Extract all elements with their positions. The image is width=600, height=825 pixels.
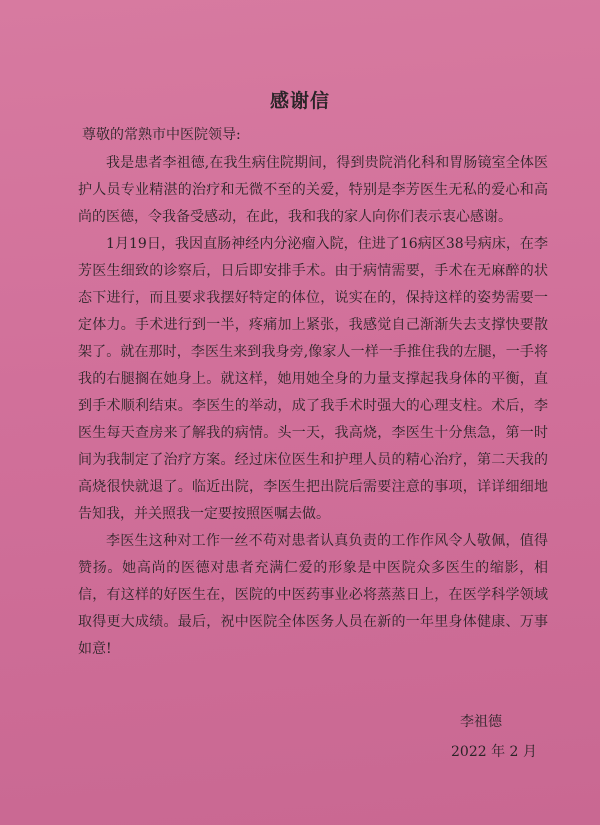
letter-paragraph: 李医生这种对工作一丝不苟对患者认真负责的工作作风令人敬佩，值得赞扬。她高尚的医德对患者充满仁爱的形象是中医院众多医生的缩影，相信，有这样的好医生在，医院的中医药事业必将蒸蒸日上，在医学科学领域取得更大成绩。最后，祝中医院全体医务人员在新的一年里身体健康、万事如意!	[78, 533, 548, 657]
letter-date: 2022 年 2 月	[451, 744, 537, 760]
letter-title: 感谢信	[269, 90, 330, 112]
letter-salutation: 尊敬的常熟市中医院领导:	[82, 127, 241, 143]
letter-paragraph: 1月19日，我因直肠神经内分泌瘤入院，住进了16病区38号病床，在李芳医生细致的诊察后，日后即安排手术。由于病情需要，手术在无麻醉的状态下进行，而且要求我摆好特定的体位，说实在的，保持这样的姿势需要一定体力。手术进行到一半，疼痛加上紧张，我感觉自己渐渐失去支撑快要散架了。就在那时，李医生来到我身旁,像家人一样一手推住我的左腿，一手将我的右腿搁在她身上。就这样，她用她全身的力量支撑起我身体的平衡，直到手术顺利结束。李医生的举动，成了我手术时强大的心理支柱。术后，李医生每天查房来了解我的病情。头一天，我高烧，李医生十分焦急，第一时间为我制定了治疗方案。经过床位医生和护理人员的精心治疗，第二天我的高烧很快就退了。临近出院，李医生把出院后需要注意的事项，详详细细地告知我，并关照我一定要按照医嘱去做。	[78, 236, 548, 522]
letter-body	[78, 150, 548, 663]
letter-signature: 李祖德	[460, 714, 502, 730]
letter-paragraph: 我是患者李祖德,在我生病住院期间，得到贵院消化科和胃肠镜室全体医护人员专业精湛的治疗和无微不至的关爱，特别是李芳医生无私的爱心和高尚的医德，令我备受感动，在此，我和我的家人向你们表示衷心感谢。	[78, 155, 548, 225]
